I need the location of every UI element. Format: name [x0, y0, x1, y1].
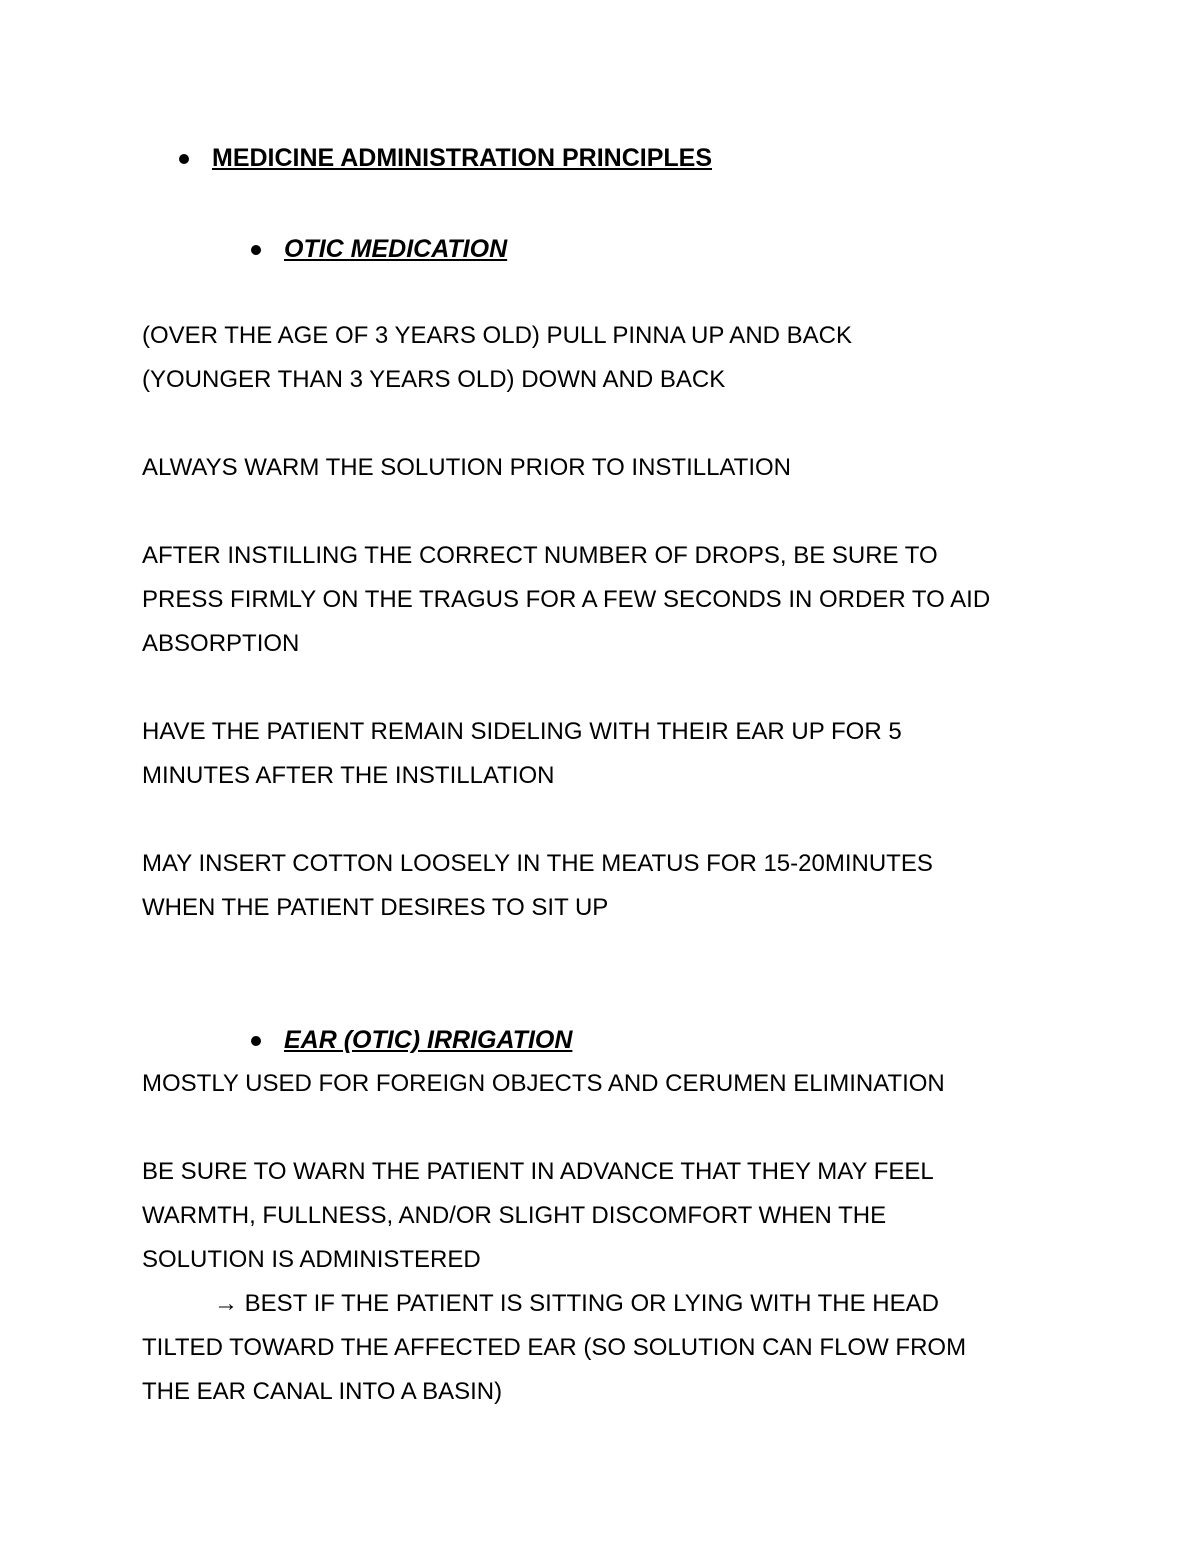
text-line: PRESS FIRMLY ON THE TRAGUS FOR A FEW SECONDS IN ORDER TO AID	[142, 586, 991, 613]
text-line: (YOUNGER THAN 3 YEARS OLD) DOWN AND BACK	[142, 366, 726, 393]
main-heading: MEDICINE ADMINISTRATION PRINCIPLES	[212, 144, 713, 172]
bullet-icon	[179, 154, 189, 164]
text-line: MINUTES AFTER THE INSTILLATION	[142, 762, 555, 789]
bullet-icon	[251, 245, 261, 255]
text-line: WHEN THE PATIENT DESIRES TO SIT UP	[142, 894, 609, 921]
text-line: TILTED TOWARD THE AFFECTED EAR (SO SOLUTION CAN FLOW FROM	[142, 1334, 967, 1361]
text-line: MAY INSERT COTTON LOOSELY IN THE MEATUS FOR 15-20MINUTES	[142, 850, 933, 877]
text-line: THE EAR CANAL INTO A BASIN)	[142, 1378, 503, 1405]
text-line: BE SURE TO WARN THE PATIENT IN ADVANCE THAT THEY MAY FEEL	[142, 1158, 934, 1185]
ear-irrigation-heading: EAR (OTIC) IRRIGATION	[284, 1026, 573, 1054]
text-line: AFTER INSTILLING THE CORRECT NUMBER OF DROPS, BE SURE TO	[142, 542, 938, 569]
bullet-icon	[251, 1036, 261, 1046]
text-line: → BEST IF THE PATIENT IS SITTING OR LYING WITH THE HEAD	[214, 1290, 939, 1317]
text-line: HAVE THE PATIENT REMAIN SIDELING WITH THEIR EAR UP FOR 5	[142, 718, 902, 745]
text-line: WARMTH, FULLNESS, AND/OR SLIGHT DISCOMFORT WHEN THE	[142, 1202, 887, 1229]
otic-medication-heading: OTIC MEDICATION	[284, 235, 508, 263]
text-line: (OVER THE AGE OF 3 YEARS OLD) PULL PINNA UP AND BACK	[142, 322, 853, 349]
text-line: MOSTLY USED FOR FOREIGN OBJECTS AND CERUMEN ELIMINATION	[142, 1070, 945, 1097]
text-line: ABSORPTION	[142, 630, 300, 657]
text-line: ALWAYS WARM THE SOLUTION PRIOR TO INSTILLATION	[142, 454, 791, 481]
text-line: SOLUTION IS ADMINISTERED	[142, 1246, 481, 1273]
